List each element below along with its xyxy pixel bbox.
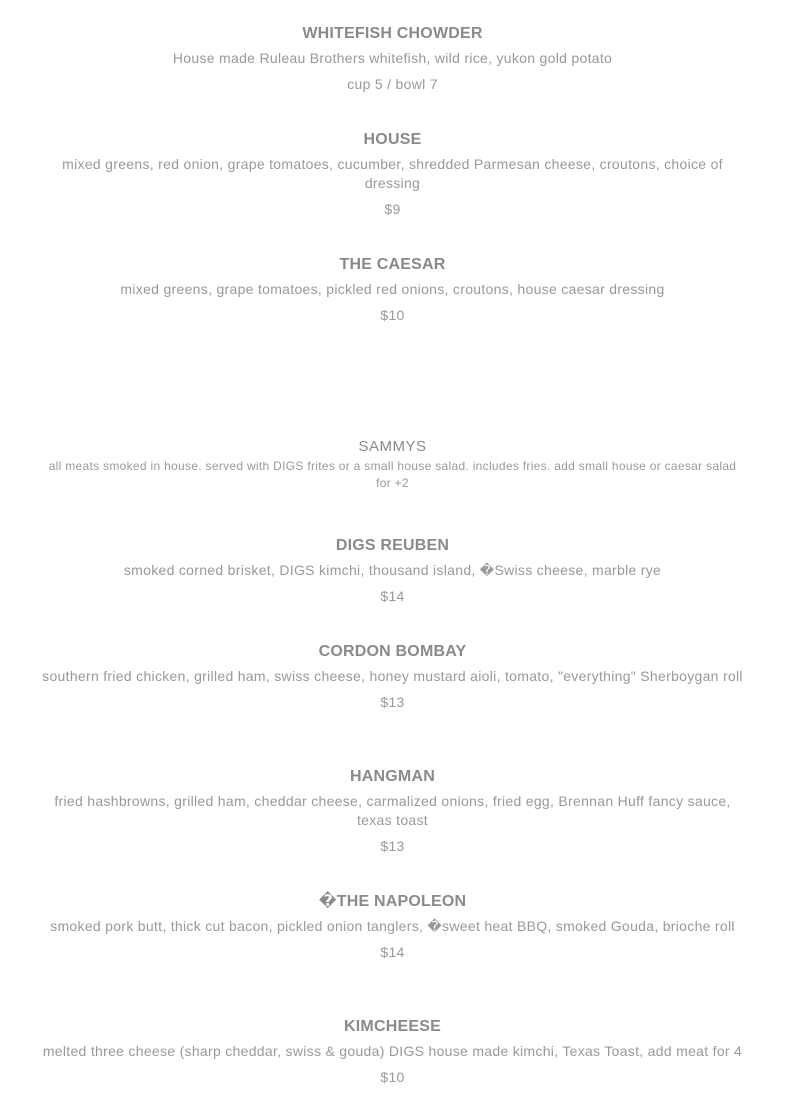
menu-item-hangman xyxy=(0,767,785,856)
menu-item-description: smoked pork butt, thick cut bacon, pickled onion tanglers, �sweet heat BBQ, smoked Gouda, brioche roll xyxy=(50,918,735,934)
section-title: SAMMYS xyxy=(358,438,427,455)
menu-item-description: southern fried chicken, grilled ham, swiss cheese, honey mustard aioli, tomato, "everything" Sherboygan roll xyxy=(42,668,743,684)
menu-item-title: CORDON BOMBAY xyxy=(318,643,467,660)
menu-item-price: $10 xyxy=(380,1069,405,1085)
section-note: all meats smoked in house. served with DIGS frites or a small house salad. includes fries. add small house or caesar salad for +2 xyxy=(48,459,737,490)
menu-item-title: �THE NAPOLEON xyxy=(318,893,467,910)
menu-item-title: KIMCHEESE xyxy=(344,1018,441,1035)
menu-item-price: $13 xyxy=(380,694,405,710)
menu-item-the-napoleon xyxy=(0,892,785,962)
menu-item-house xyxy=(0,130,785,219)
menu-item-description: melted three cheese (sharp cheddar, swiss & gouda) DIGS house made kimchi, Texas Toast, add meat for 4 xyxy=(42,1043,743,1059)
menu-item-price: $13 xyxy=(380,838,405,854)
menu-item-title: THE CAESAR xyxy=(339,256,446,273)
menu-item-description: House made Ruleau Brothers whitefish, wild rice, yukon gold potato xyxy=(172,50,613,66)
menu-item-price: $14 xyxy=(380,944,405,960)
section-sammys xyxy=(0,437,785,492)
menu-item-kimcheese xyxy=(0,1017,785,1087)
menu-item-price: $14 xyxy=(380,588,405,604)
menu-item-price: cup 5 / bowl 7 xyxy=(347,76,438,92)
menu-item-title: HANGMAN xyxy=(350,768,435,785)
menu-item-digs-reuben xyxy=(0,536,785,606)
menu-item-price: $9 xyxy=(384,201,401,217)
menu-item-whitefish-chowder xyxy=(0,24,785,94)
menu-item-price: $10 xyxy=(380,307,405,323)
menu-item-title: HOUSE xyxy=(363,131,422,148)
menu-item-cordon-bombay xyxy=(0,642,785,712)
menu-item-title: DIGS REUBEN xyxy=(335,537,450,554)
menu-item-description: smoked corned brisket, DIGS kimchi, thousand island, �Swiss cheese, marble rye xyxy=(123,562,662,578)
menu-item-description: fried hashbrowns, grilled ham, cheddar cheese, carmalized onions, fried egg, Brennan Huff fancy sauce, texas toast xyxy=(54,793,731,828)
menu-item-the-caesar xyxy=(0,255,785,325)
menu-item-description: mixed greens, grape tomatoes, pickled red onions, croutons, house caesar dressing xyxy=(120,281,665,297)
menu-item-description: mixed greens, red onion, grape tomatoes, cucumber, shredded Parmesan cheese, croutons, choice of dressing xyxy=(62,156,723,191)
menu-item-title: WHITEFISH CHOWDER xyxy=(302,25,483,42)
